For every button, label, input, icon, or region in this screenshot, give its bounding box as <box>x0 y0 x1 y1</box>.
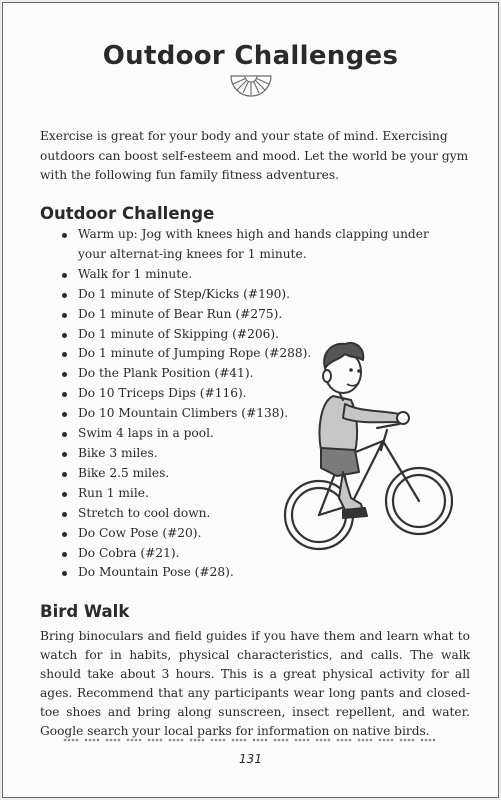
list-item: Do 1 minute of Jumping Rope (#288). <box>59 344 469 364</box>
list-item: Run 1 mile. <box>59 484 469 504</box>
list-item: Do 1 minute of Bear Run (#275). <box>59 305 469 325</box>
page-number: 131 <box>239 752 262 766</box>
list-item: Do the Plank Position (#41). <box>59 364 469 384</box>
list-item: Do 10 Mountain Climbers (#138). <box>59 404 469 424</box>
boy-riding-bicycle-illustration <box>281 338 453 560</box>
intro-paragraph: Exercise is great for your body and your state of mind. Exercising outdoors can boost self-esteem and mood. Let the world be your gym with the following fun family fitness adventures. <box>40 129 469 183</box>
list-item: Warm up: Jog with knees high and hands clapping under your alternat-ing knees for 1 minute. <box>59 225 455 265</box>
bird-walk-heading: Bird Walk <box>40 602 130 621</box>
list-item: Do 1 minute of Skipping (#206). <box>59 325 469 345</box>
list-item: Walk for 1 minute. <box>59 265 469 285</box>
dotted-divider <box>63 736 443 744</box>
sunburst-ornament-icon <box>228 73 274 97</box>
list-item: Bike 3 miles. <box>59 444 469 464</box>
book-page <box>2 2 499 798</box>
bird-walk-paragraph: Bring binoculars and field guides if you have them and learn what to watch for in habits, physical characteristics, and calls. The walk should take about 3 hours. This is a great physical activity for all ages. Recommend that any participants wear long pants and closed-toe shoes and bring along sunscreen, insect repellent, and water. Google search your local parks for information on native birds. <box>40 629 470 739</box>
list-item: Bike 2.5 miles. <box>59 464 469 484</box>
list-item: Do Cow Pose (#20). <box>59 524 469 544</box>
list-item: Swim 4 laps in a pool. <box>59 424 469 444</box>
list-item: Do 1 minute of Step/Kicks (#190). <box>59 285 469 305</box>
list-item: Do 10 Triceps Dips (#116). <box>59 384 469 404</box>
list-item: Do Cobra (#21). <box>59 544 469 564</box>
list-item: Stretch to cool down. <box>59 504 469 524</box>
outdoor-challenge-heading: Outdoor Challenge <box>40 204 215 223</box>
page-title: Outdoor Challenges <box>102 41 399 71</box>
list-item: Do Mountain Pose (#28). <box>59 563 469 583</box>
